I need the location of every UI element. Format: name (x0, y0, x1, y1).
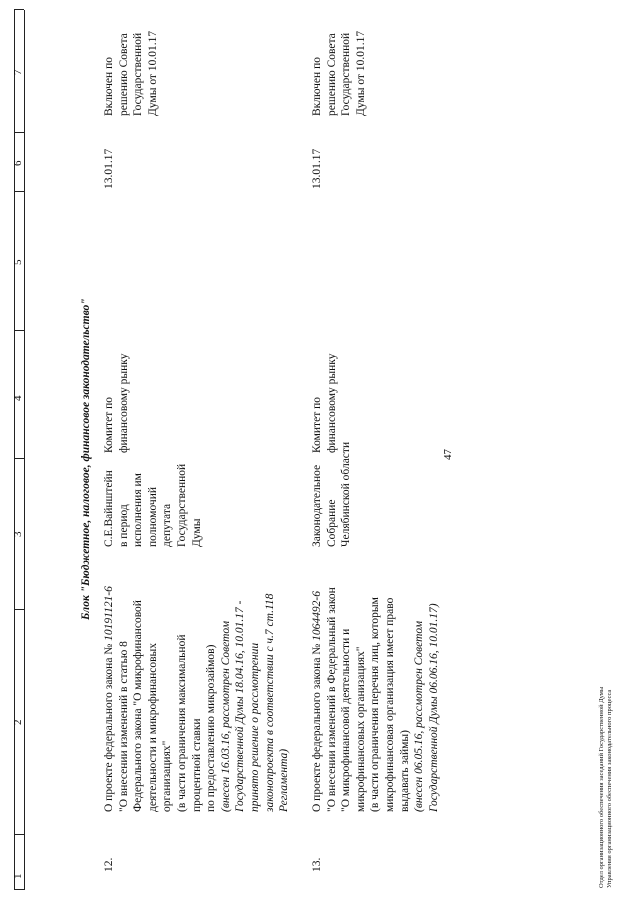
note-line: Думы от 10.01.17 (354, 30, 367, 116)
col-divider (14, 458, 24, 459)
table-header-border (24, 10, 25, 890)
row-12-author (102, 464, 204, 547)
title-line: принято решение о рассмотрении (248, 642, 261, 812)
author-line: Законодательное (311, 464, 323, 547)
committee-line: Комитет по (103, 397, 115, 453)
row-13-author (310, 442, 354, 547)
title-line: Федерального закона "О микрофинансовой (132, 600, 145, 812)
note-line: Включен по (311, 57, 323, 116)
title-line: (внесен 06.05.16, рассмотрен Советом (413, 620, 426, 812)
title-line: микрофинансовая организация имеет право (383, 597, 396, 812)
row-13-committee (310, 354, 339, 453)
row-12-committee (102, 354, 131, 453)
committee-line: финансовому рынку (325, 353, 338, 453)
author-line: Думы (190, 518, 203, 547)
col-divider (14, 834, 24, 835)
title-line: (внесен 16.03.16, рассмотрен Советом (219, 620, 232, 812)
author-line: депутата (161, 503, 174, 547)
row-13-number: 13. (311, 857, 323, 872)
column-header-7: 7 (12, 69, 24, 75)
note-line: решению Совета (325, 33, 338, 116)
author-line: Челябинской области (340, 441, 353, 547)
author-line: Собрание (325, 499, 338, 547)
title-line: О проекте федерального закона № (311, 640, 323, 812)
col-divider (14, 9, 24, 10)
title-line: О проекте федерального закона № (103, 640, 115, 812)
col-divider (14, 132, 24, 133)
col-divider (14, 609, 24, 610)
footer-line-2: Управления организационного обеспечения законодательного процесса (606, 689, 613, 888)
row-12-title (102, 586, 292, 812)
title-line: "О внесении изменений в статью 8 (117, 641, 130, 812)
title-line: "О микрофинансовой деятельности и (340, 628, 353, 812)
bill-number: 1064492-6 (311, 590, 323, 641)
title-line: выдавать займы) (398, 730, 411, 812)
title-line: Регламента) (278, 748, 291, 812)
title-line: законопроекта в соответствии с ч.7 ст.118 (263, 593, 276, 812)
title-line: (в части ограничения максимальной (175, 634, 188, 812)
bill-number: 10191121-6 (103, 586, 115, 641)
row-12-number: 12. (103, 857, 115, 872)
note-line: Думы от 10.01.17 (146, 30, 159, 116)
title-line: микрофинансовых организациях" (354, 646, 367, 812)
column-header-5: 5 (12, 259, 24, 265)
column-header-4: 4 (12, 395, 24, 401)
col-divider (14, 191, 24, 192)
author-line: исполнения им (132, 473, 145, 547)
author-line: Государственной (175, 463, 188, 547)
title-line: организациях" (161, 740, 174, 812)
title-line: по предоставлению микрозаймов) (205, 644, 218, 812)
title-line: Государственной Думы 18.04.16, 10.01.17 - (234, 600, 247, 812)
row-13-title (310, 587, 441, 812)
title-line: "О внесении изменений в Федеральный закон (325, 587, 338, 812)
column-header-1: 1 (12, 873, 24, 879)
note-line: Включен по (103, 57, 115, 116)
row-12-note (102, 31, 160, 116)
row-13-date: 13.01.17 (311, 148, 323, 189)
title-line: процентной ставки (190, 718, 203, 812)
author-line: С.Е.Вайнштейн (103, 470, 115, 547)
col-divider (14, 330, 24, 331)
note-line: Государственной (132, 32, 145, 116)
author-line: полномочий (146, 487, 159, 547)
committee-line: Комитет по (311, 397, 323, 453)
table-top-border (14, 10, 15, 890)
note-line: Государственной (340, 32, 353, 116)
author-line: в период (117, 504, 130, 547)
column-header-2: 2 (12, 719, 24, 725)
title-line: Государственной Думы 06.06.16, 10.01.17) (427, 603, 440, 812)
page-number: 47 (442, 449, 454, 460)
row-12-date: 13.01.17 (103, 148, 115, 189)
title-line: деятельности и микрофинансовых (146, 642, 159, 812)
committee-line: финансовому рынку (117, 353, 130, 453)
row-13-note (310, 31, 368, 116)
column-header-6: 6 (12, 160, 24, 166)
column-header-3: 3 (12, 531, 24, 537)
title-line: (в части ограничения перечня лиц, которым (369, 597, 382, 812)
block-title: Блок "Бюджетное, налоговое, финансовое законодательство" (80, 298, 92, 620)
note-line: решению Совета (117, 33, 130, 116)
footer-line-1: Отдел организационного обеспечения заседаний Государственной Думы (598, 686, 605, 888)
col-divider (14, 889, 24, 890)
